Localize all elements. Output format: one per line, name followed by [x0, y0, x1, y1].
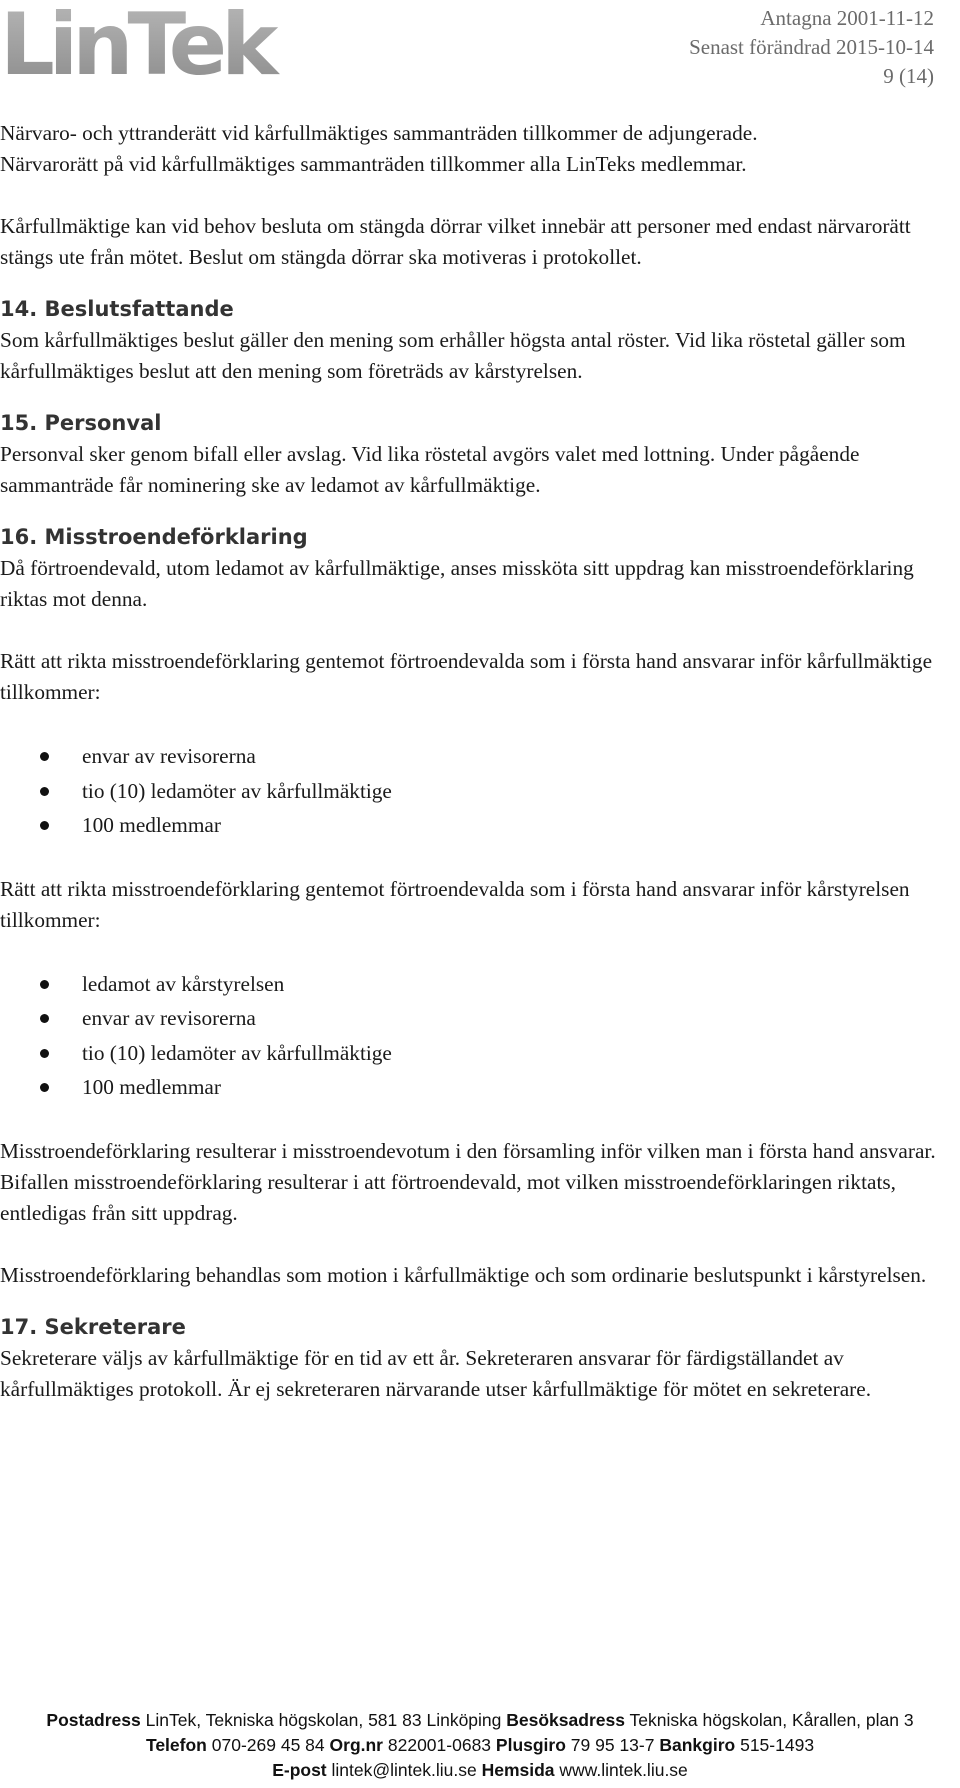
section-17-heading: 17. Sekreterare	[0, 1314, 186, 1339]
section-16-body-1: Då förtroendevald, utom ledamot av kårfullmäktige, anses missköta sitt uppdrag kan misstroendeförklaring riktas mot denna.	[0, 556, 914, 611]
svg-text:LinTek: LinTek	[0, 2, 273, 82]
email-link[interactable]: lintek@lintek.liu.se	[331, 1760, 477, 1780]
footer-line-1: Postadress LinTek, Tekniska högskolan, 581 83 Linköping Besöksadress Tekniska högskolan, Kårallen, plan 3	[46, 1710, 914, 1730]
adopted-date: Antagna 2001-11-12	[760, 6, 934, 30]
changed-date: Senast förändrad 2015-10-14	[689, 35, 934, 59]
bullet-list-1	[0, 739, 950, 843]
website-link[interactable]: www.lintek.liu.se	[559, 1760, 688, 1780]
bullet-icon	[40, 1049, 49, 1058]
section-16-body-5: Misstroendeförklaring behandlas som motion i kårfullmäktige och som ordinarie beslutspunkt i kårstyrelsen.	[0, 1262, 927, 1287]
bullet-icon	[40, 787, 49, 796]
bullet-list-2	[0, 967, 950, 1105]
lintek-logo	[0, 2, 300, 82]
page-number: 9 (14)	[883, 64, 934, 88]
footer-line-3: E-post lintek@lintek.liu.se Hemsida www.lintek.liu.se	[272, 1760, 688, 1780]
document-meta	[689, 4, 934, 91]
intro-paragraph-1: Närvaro- och yttranderätt vid kårfullmäktiges sammanträden tillkommer de adjungerade.	[0, 121, 758, 145]
footer-line-2: Telefon 070-269 45 84 Org.nr 822001-0683 Plusgiro 79 95 13-7 Bankgiro 515-1493	[145, 1735, 815, 1755]
section-17-body: Sekreterare väljs av kårfullmäktige för en tid av ett år. Sekreteraren ansvarar för färdigställandet av kårfullmäktiges protokoll. Är ej sekreteraren närvarande utser kårfullmäktige för mötet en sekreterare.	[0, 1345, 872, 1401]
section-15-body: Personval sker genom bifall eller avslag. Vid lika röstetal avgörs valet med lottning. Under pågående sammanträde får nominering ske av ledamot av kårfullmäktige.	[0, 442, 860, 497]
list-item: envar av revisorerna	[0, 739, 950, 774]
section-16-heading: 16. Misstroendeförklaring	[0, 525, 308, 549]
bullet-icon	[40, 1014, 49, 1023]
section-15-heading: 15. Personval	[0, 411, 162, 435]
bullet-icon	[40, 1083, 49, 1092]
section-16-body-3: Rätt att rikta misstroendeförklaring gentemot förtroendevalda som i första hand ansvarar inför kårstyrelsen tillkommer:	[0, 876, 910, 932]
list-item: tio (10) ledamöter av kårfullmäktige	[0, 1036, 950, 1071]
intro-paragraph-3: Kårfullmäktige kan vid behov besluta om stängda dörrar vilket innebär att personer med endast närvarorätt stängs ute från mötet. Beslut om stängda dörrar ska motiveras i protokollet.	[0, 214, 911, 269]
list-item: 100 medlemmar	[0, 808, 950, 843]
list-item: envar av revisorerna	[0, 1001, 950, 1036]
document-body	[0, 118, 950, 1405]
bullet-icon	[40, 821, 49, 830]
bullet-icon	[40, 980, 49, 989]
list-item: ledamot av kårstyrelsen	[0, 967, 950, 1002]
intro-paragraph-2: Närvarorätt på vid kårfullmäktiges sammanträden tillkommer alla LinTeks medlemmar.	[0, 152, 747, 176]
list-item: tio (10) ledamöter av kårfullmäktige	[0, 774, 950, 809]
list-item: 100 medlemmar	[0, 1070, 950, 1105]
page-footer	[0, 1708, 960, 1783]
bullet-icon	[40, 752, 49, 761]
section-16-body-2: Rätt att rikta misstroendeförklaring gentemot förtroendevalda som i första hand ansvarar inför kårfullmäktige tillkommer:	[0, 649, 933, 704]
section-14-heading: 14. Beslutsfattande	[0, 297, 234, 321]
lintek-logo-graphic	[0, 2, 300, 82]
section-14-body: Som kårfullmäktiges beslut gäller den mening som erhåller högsta antal röster. Vid lika röstetal gäller som kårfullmäktiges beslut att den mening som företräds av kårstyrelsen.	[0, 328, 906, 383]
section-16-body-4: Misstroendeförklaring resulterar i misstroendevotum i den församling inför vilken man i första hand ansvarar. Bifallen misstroendeförklaring resulterar i att förtroendevald, mot vilken misstroendeförklaringen riktats, entledigas från sitt uppdrag.	[0, 1138, 936, 1225]
